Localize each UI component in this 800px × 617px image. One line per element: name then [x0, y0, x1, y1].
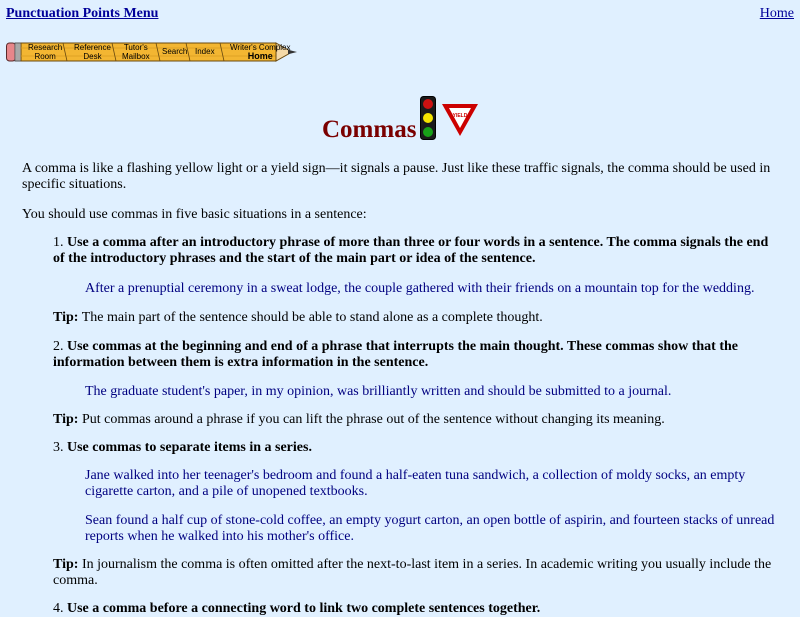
- example-sentence: Sean found a half cup of stone-cold coffee, an empty yogurt carton, an open bottle of aspirin, and fourteen stacks of unread reports when he walked into his mother's office.: [85, 513, 775, 544]
- main-content: [22, 161, 782, 617]
- rule-number: 3.: [53, 440, 64, 455]
- nav-label: Desk: [83, 52, 102, 61]
- rule-text: Use a comma after an introductory phrase of more than three or four words in a sentence. The comma signals the end of the introductory phrases and the start of the main part or idea of the sentence.: [53, 235, 769, 266]
- nav-label: Writer's Complex: [230, 43, 291, 52]
- example-sentence: The graduate student's paper, in my opinion, was brilliantly written and should be submitted to a journal.: [85, 384, 672, 399]
- intro-paragraph: A comma is like a flashing yellow light or a yield sign—it signals a pause. Just like these traffic signals, the comma should be used in specific situations.: [22, 161, 771, 192]
- nav-research-room[interactable]: [28, 43, 62, 61]
- lead-paragraph: You should use commas in five basic situations in a sentence:: [22, 207, 367, 222]
- yield-sign-icon: [440, 102, 480, 138]
- nav-label: Room: [34, 52, 56, 61]
- page-title: Commas: [322, 116, 417, 143]
- example-sentence: After a prenuptial ceremony in a sweat lodge, the couple gathered with their friends on a mountain top for the wedding.: [85, 281, 755, 296]
- nav-search[interactable]: Search: [162, 47, 188, 56]
- rule-3: [53, 440, 782, 456]
- nav-writers-complex-home[interactable]: [230, 43, 291, 61]
- punctuation-menu-link[interactable]: Punctuation Points Menu: [6, 6, 159, 21]
- title-area: [322, 96, 482, 146]
- rule-2: [53, 339, 782, 371]
- nav-label: Tutor's: [123, 43, 148, 52]
- nav-label: Reference: [74, 43, 111, 52]
- tip-text: In journalism the comma is often omitted after the next-to-last item in a series. In academic writing you usually include the comma.: [53, 557, 772, 588]
- rule-number: 1.: [53, 235, 64, 250]
- rule-text: Use commas to separate items in a series.: [67, 440, 312, 455]
- rule-text: Use commas at the beginning and end of a phrase that interrupts the main thought. These commas show that the information between them is extra information in the sentence.: [53, 339, 738, 370]
- pencil-nav-bar: [6, 41, 298, 63]
- tip-label: Tip:: [53, 557, 79, 572]
- nav-tutors-mailbox[interactable]: [122, 43, 150, 61]
- rule-number: 2.: [53, 339, 64, 354]
- tip-1: [53, 310, 782, 326]
- rule-text: Use a comma before a connecting word to link two complete sentences together.: [67, 601, 541, 616]
- top-nav-bar: [6, 6, 794, 24]
- rule-1: [53, 235, 782, 267]
- tip-3: [53, 557, 782, 589]
- home-link[interactable]: Home: [759, 6, 794, 21]
- tip-text: The main part of the sentence should be able to stand alone as a complete thought.: [81, 310, 543, 325]
- rule-4: [53, 601, 782, 617]
- nav-index[interactable]: Index: [195, 47, 215, 56]
- nav-label: Mailbox: [122, 52, 150, 61]
- tip-2: [53, 412, 782, 428]
- nav-label: Research: [28, 43, 63, 52]
- tip-text: Put commas around a phrase if you can lift the phrase out of the sentence without changing its meaning.: [81, 412, 665, 427]
- nav-label: Home: [247, 51, 273, 61]
- nav-reference-desk[interactable]: [74, 43, 111, 61]
- traffic-light-icon: [420, 96, 436, 140]
- tip-label: Tip:: [53, 412, 79, 427]
- example-sentence: Jane walked into her teenager's bedroom and found a half-eaten tuna sandwich, a collection of moldy socks, an empty cigarette carton, and a pile of unopened textbooks.: [85, 468, 746, 499]
- yield-sign-text: YIELD: [452, 113, 468, 119]
- rule-number: 4.: [53, 601, 64, 616]
- tip-label: Tip:: [53, 310, 79, 325]
